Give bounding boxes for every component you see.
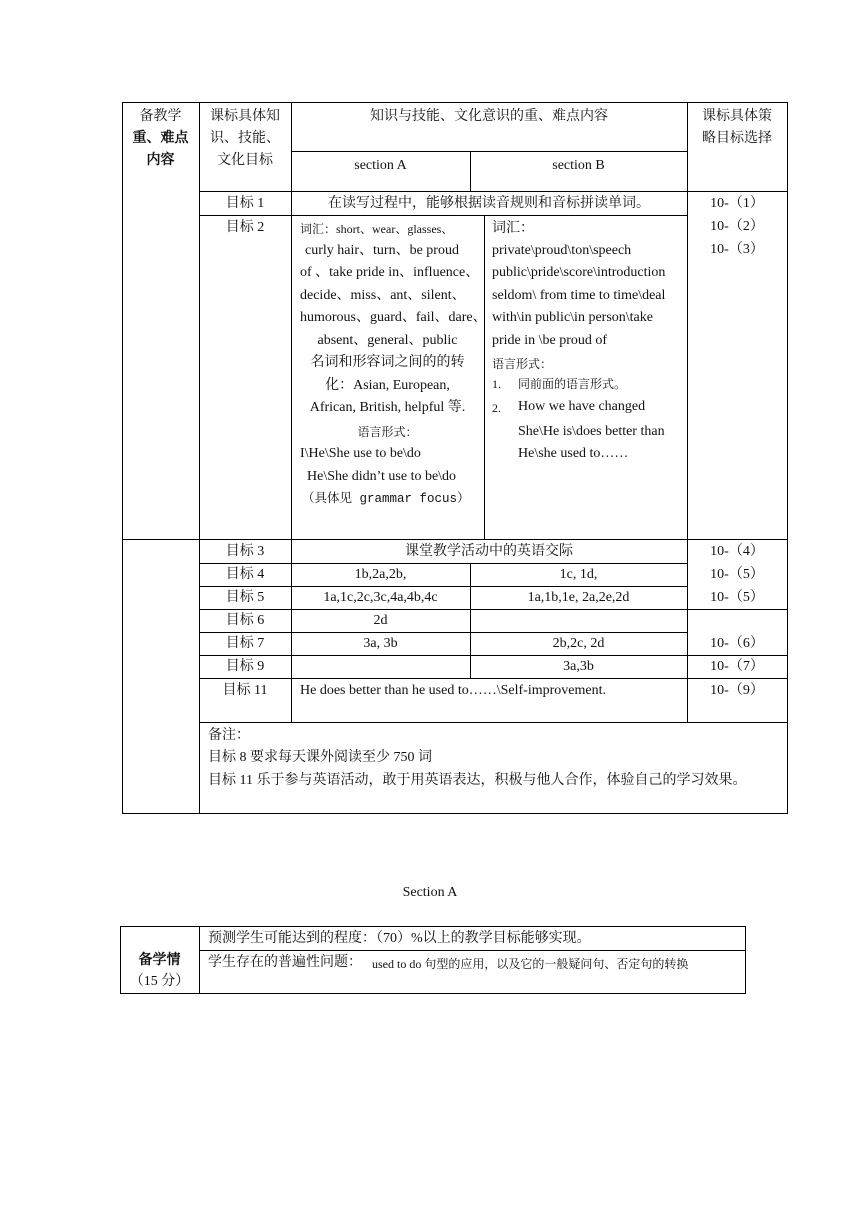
header-strategy-line2: 略目标选择 (702, 131, 772, 146)
goal6-label: 目标 6 (225, 613, 265, 628)
goal2-a-line: He\She didn’t use to be\do (307, 469, 457, 484)
header-col2-line3: 文化目标 (217, 153, 273, 168)
goal2-b-line: 语言形式： (492, 357, 553, 371)
header-section-a: section A (354, 158, 407, 173)
goal9-label: 目标 9 (225, 659, 265, 674)
goal11-strategy: 10-（9） (710, 683, 764, 698)
goal6-section-a: 2d (373, 613, 388, 628)
goal7-strategy: 10-（6） (710, 636, 764, 651)
goal5-section-b: 1a,1b,1e, 2a,2e,2d (527, 590, 630, 605)
note-title: 备注： (208, 728, 250, 743)
goal2-b-line: 词汇： (492, 221, 534, 236)
header-col1-line2: 重、难点 (132, 131, 189, 146)
strategy-3: 10-（3） (710, 242, 764, 257)
goal4-section-a: 1b,2a,2b, (354, 567, 407, 582)
goal5-strategy: 10-（5） (710, 590, 764, 605)
header-strategy-line1: 课标具体策 (702, 109, 772, 124)
note-line1: 目标 8 要求每天课外阅读至少 750 词 (208, 750, 432, 765)
goal2-b-tail: She\He is\does better than (518, 424, 665, 439)
goal2-a-line: absent、general、public (317, 333, 458, 348)
goal3-strategy: 10-（4） (710, 544, 764, 559)
goal2-b-line: private\proud\ton\speech (492, 243, 632, 258)
goal2-a-line: humorous、guard、fail、dare、 (300, 310, 487, 325)
goal7-label: 目标 7 (225, 636, 265, 651)
goal7-section-b: 2b,2c, 2d (552, 636, 605, 651)
goal2-a-line: I\He\She use to be\do (300, 446, 421, 461)
table2-score: （15 分） (129, 974, 190, 989)
strategy-2: 10-（2） (710, 219, 764, 234)
goal2-b-line: public\pride\score\introduction (492, 265, 666, 280)
goal2-a-line: curly hair、turn、be proud (305, 243, 459, 258)
goal2-b-list-text: How we have changed (518, 399, 646, 414)
goal1-text: 在读写过程中，能够根据读音规则和音标拼读单词。 (328, 196, 650, 211)
header-col1-line1: 备教学 (139, 109, 182, 124)
table2-problem-label: 学生存在的普遍性问题： (208, 955, 362, 970)
goal4-label: 目标 4 (225, 567, 265, 582)
goal5-label: 目标 5 (225, 590, 265, 605)
goal2-a-line: 化：Asian, European, (325, 378, 450, 393)
header-content-title: 知识与技能、文化意识的重、难点内容 (370, 109, 608, 124)
goal2-b-list-num: 2. (492, 401, 501, 415)
goal2-a-line: 语言形式： (357, 425, 418, 439)
strategy-1: 10-（1） (710, 196, 764, 211)
goal1-label: 目标 1 (225, 196, 265, 211)
goal2-a-line: （具体见 grammar focus） (302, 492, 470, 506)
goal2-b-line: seldom\ from time to time\deal (492, 288, 666, 303)
goal3-text: 课堂教学活动中的英语交际 (405, 544, 573, 559)
goal4-section-b: 1c, 1d, (559, 567, 598, 582)
goal2-a-line: 名词和形容词之间的的转 (310, 355, 465, 370)
goal2-label: 目标 2 (225, 220, 265, 235)
goal5-section-a: 1a,1c,2c,3c,4a,4b,4c (323, 590, 438, 605)
note-line2: 目标 11 乐于参与英语活动，敢于用英语表达，积极与他人合作，体验自己的学习效果。 (208, 773, 747, 788)
section-title: Section A (402, 885, 458, 900)
goal7-section-a: 3a, 3b (363, 636, 398, 651)
header-section-b: section B (552, 158, 605, 173)
goal11-text: He does better than he used to……\Self-improvement. (300, 683, 606, 698)
goal4-strategy: 10-（5） (710, 567, 764, 582)
goal3-label: 目标 3 (225, 544, 265, 559)
goal2-b-list-num: 1. (492, 377, 501, 391)
table2-label: 备学情 (138, 953, 181, 968)
goal2-b-line: with\in public\in person\take (492, 310, 653, 325)
table2-problem-text: used to do 句型的应用，以及它的一般疑问句、否定句的转换 (372, 957, 689, 971)
goal11-label: 目标 11 (222, 683, 268, 698)
goal2-a-line: 词汇：short、wear、glasses、 (300, 222, 454, 236)
header-col2-line1: 课标具体知 (210, 109, 280, 124)
header-col2-line2: 识、技能、 (210, 131, 280, 146)
goal2-a-line: of 、take pride in、influence、 (300, 265, 480, 280)
goal2-a-line: African, British, helpful 等. (309, 400, 466, 415)
goal2-b-list-text: 同前面的语言形式。 (518, 377, 627, 391)
table2-prediction: 预测学生可能达到的程度：（70）%以上的教学目标能够实现。 (208, 931, 591, 946)
goal9-section-b: 3a,3b (563, 659, 594, 674)
goal2-b-tail: He\she used to…… (518, 446, 629, 461)
goal9-strategy: 10-（7） (710, 659, 764, 674)
goal2-b-line: pride in \be proud of (492, 333, 608, 348)
header-col1-line3: 内容 (146, 153, 175, 168)
goal2-a-line: decide、miss、ant、silent、 (300, 288, 466, 303)
